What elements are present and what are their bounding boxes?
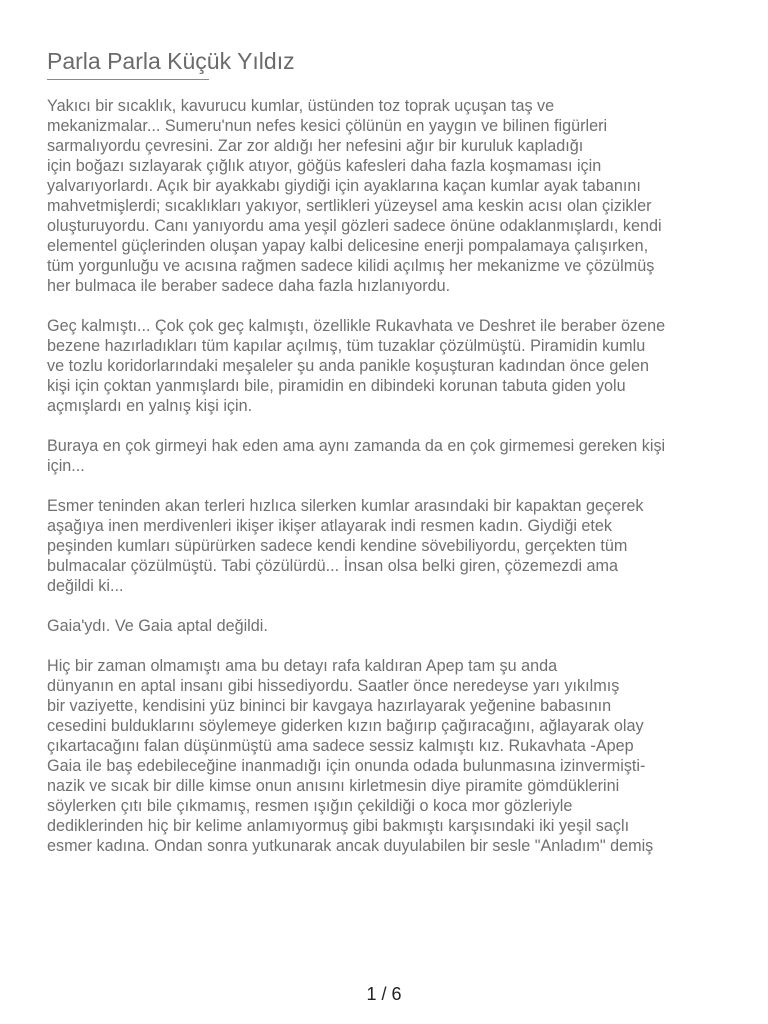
- document-title: Parla Parla Küçük Yıldız: [47, 48, 295, 74]
- paragraph: [47, 96, 727, 296]
- text-line: Hiç bir zaman olmamıştı ama bu detayı rafa kaldıran Apep tam şu anda: [47, 657, 558, 675]
- paragraph-gap: [47, 636, 727, 656]
- text-line: ve tozlu koridorlarındaki meşaleler şu anda panikle koşuşturan kadından önce gelen: [47, 357, 650, 375]
- text-line: bezene hazırladıkları tüm kapılar açılmış, tüm tuzaklar çözülmüştü. Piramidin kumlu: [47, 337, 646, 355]
- paragraph: [47, 616, 727, 636]
- paragraph-gap: [47, 416, 727, 436]
- text-line: dünyanın en aptal insanı gibi hissediyordu. Saatler önce neredeyse yarı yıkılmış: [47, 677, 620, 695]
- text-line: sarmalıyordu çevresini. Zar zor aldığı her nefesini ağır bir kuruluk kapladığı: [47, 137, 584, 155]
- text-line: söylerken çıtı bile çıkmamış, resmen ışığın çekildiği o koca mor gözleriyle: [47, 797, 573, 815]
- text-line: cesedini bulduklarını söylemeye giderken kızın bağırıp çağıracağını, ağlayarak olay: [47, 717, 644, 735]
- paragraph-gap: [47, 296, 727, 316]
- paragraph-gap: [47, 476, 727, 496]
- text-line: bulmacalar çözülmüştü. Tabi çözülürdü... İnsan olsa belki giren, çözemezdi ama: [47, 557, 619, 575]
- text-line: her bulmaca ile beraber sadece daha fazla hızlanıyordu.: [47, 277, 451, 295]
- text-line: Gaia ile baş edebileceğine inanmadığı için onunda odada bulunmasına izinvermişti-: [47, 757, 646, 775]
- text-line: bir vaziyette, kendisini yüz bininci bir kavgaya hazırlayarak yeğenine babasının: [47, 697, 612, 715]
- text-line: yalvarıyorlardı. Açık bir ayakkabı giydiği için ayaklarına kaçan kumlar ayak tabanını: [47, 177, 641, 195]
- text-line: açmışlardı en yalnış kişi için.: [47, 397, 253, 415]
- text-line: elementel güçlerinden oluşan yapay kalbi delicesine enerji pompalamaya çalışırken,: [47, 237, 649, 255]
- text-line: dediklerinden hiç bir kelime anlamıyormuş gibi bakmıştı karşısındaki iki yeşil saçlı: [47, 817, 630, 835]
- text-line: değildi ki...: [47, 577, 124, 595]
- text-line: Buraya en çok girmeyi hak eden ama aynı zamanda da en çok girmemesi gereken kişi: [47, 437, 666, 455]
- document-page: [47, 44, 727, 856]
- paragraph: [47, 656, 727, 856]
- text-line: için...: [47, 457, 85, 475]
- text-line: Esmer teninden akan terleri hızlıca silerken kumlar arasındaki bir kapaktan geçerek: [47, 497, 644, 515]
- text-line: için boğazı sızlayarak çığlık atıyor, göğüs kafesleri daha fazla koşmaması için: [47, 157, 602, 175]
- paragraph: [47, 496, 727, 596]
- paragraph: [47, 316, 727, 416]
- page-indicator: 1 / 6: [366, 984, 402, 1004]
- text-line: mekanizmalar... Sumeru'nun nefes kesici çölünün en yaygın ve bilinen figürleri: [47, 117, 608, 135]
- text-line: Geç kalmıştı... Çok çok geç kalmıştı, özellikle Rukavhata ve Deshret ile beraber özene: [47, 317, 666, 335]
- text-line: aşağıya inen merdivenleri ikişer ikişer atlayarak indi resmen kadın. Giydiği etek: [47, 517, 613, 535]
- text-line: Yakıcı bir sıcaklık, kavurucu kumlar, üstünden toz toprak uçuşan taş ve: [47, 97, 555, 115]
- paragraph: [47, 436, 727, 476]
- text-line: mahvetmişlerdi; sıcaklıkları yakıyor, sertlikleri yüzeysel ama keskin acısı olan çizikler: [47, 197, 652, 215]
- text-line: çıkartacağını falan düşünmüştü ama sadece sessiz kalmıştı kız. Rukavhata -Apep: [47, 737, 634, 755]
- document-body: [47, 96, 727, 856]
- text-line: nazik ve sıcak bir dille kimse onun anısını kirletmesin diye piramite gömdüklerini: [47, 777, 620, 795]
- text-line: Gaia'ydı. Ve Gaia aptal değildi.: [47, 617, 268, 635]
- paragraph-gap: [47, 596, 727, 616]
- title-underline: [47, 79, 209, 80]
- text-line: oluşturuyordu. Canı yanıyordu ama yeşil gözleri sadece önüne odaklanmışlardı, kendi: [47, 217, 662, 235]
- text-line: esmer kadına. Ondan sonra yutkunarak ancak duyulabilen bir sesle "Anladım" demiş: [47, 837, 654, 855]
- title-block: [47, 44, 295, 78]
- text-line: peşinden kumları süpürürken sadece kendi kendine sövebiliyordu, gerçekten tüm: [47, 537, 628, 555]
- text-line: kişi için çoktan yanmışlardı bile, piramidin en dibindeki korunan tabuta giden yolu: [47, 377, 626, 395]
- text-line: tüm yorgunluğu ve acısına rağmen sadece kilidi açılmış her mekanizme ve çözülmüş: [47, 257, 655, 275]
